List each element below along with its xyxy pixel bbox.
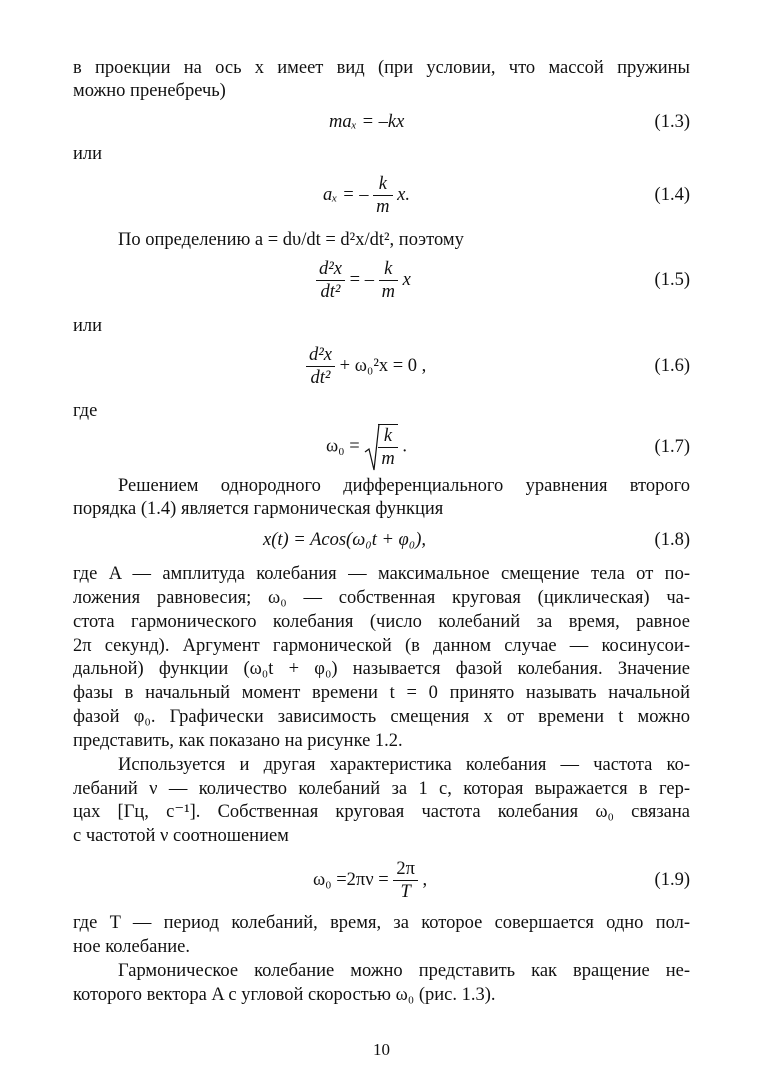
eq-lhs: ω₀ =2πν = <box>313 869 389 890</box>
radical-sign-icon <box>364 422 380 472</box>
text-line: цах [Гц, с⁻¹]. Собственная круговая частота колебания ω₀ связана <box>73 802 690 822</box>
fraction <box>378 424 397 470</box>
equation-number: (1.3) <box>654 112 690 132</box>
text-line: 2π секунд). Аргумент гармонической (в данном случае — косинусои- <box>73 636 690 656</box>
text-line: стота гармонического колебания (число колебаний за время, равное <box>73 612 690 632</box>
text-line: где A — амплитуда колебания — максимальное смещение тела от по- <box>73 564 690 584</box>
fraction-denominator: dt² <box>310 368 331 388</box>
eq-rhs: x. <box>397 184 410 205</box>
text-line: с частотой ν соотношением <box>73 826 289 846</box>
page-number: 10 <box>373 1040 390 1059</box>
text-line: По определению a = dυ/dt = d²x/dt², поэтому <box>118 230 464 250</box>
fraction-denominator: m <box>376 197 390 217</box>
text-line: Гармоническое колебание можно представить как вращение не- <box>118 961 690 981</box>
fraction <box>393 858 418 903</box>
equation-1-4 <box>323 173 410 218</box>
text-line: ложения равновесия; ω₀ — собственная круговая (циклическая) ча- <box>73 588 690 608</box>
equation-number: (1.9) <box>654 870 690 890</box>
fraction-numerator: k <box>373 173 392 196</box>
fraction <box>316 258 345 303</box>
equation-1-7 <box>326 424 407 470</box>
fraction-numerator: d²x <box>316 258 345 281</box>
equation-number: (1.8) <box>654 530 690 550</box>
text-line: где T — период колебаний, время, за которое совершается одно пол- <box>73 913 690 933</box>
text-line: порядка (1.4) является гармоническая функция <box>73 499 444 519</box>
equation-1-5 <box>316 258 411 303</box>
eq-rhs: + ω₀²x = 0 , <box>339 355 427 376</box>
text-line: или <box>73 316 103 336</box>
eq-lhs: aₓ = – <box>323 184 369 205</box>
fraction-numerator: d²x <box>306 344 335 367</box>
equation-number: (1.6) <box>654 356 690 376</box>
text-line: ное колебание. <box>73 937 190 957</box>
text-line: Используется и другая характеристика колебания — частота ко- <box>118 755 690 775</box>
text-line: можно пренебречь) <box>73 81 226 101</box>
text-line: которого вектора A с угловой скоростью ω₀ (рис. 1.3). <box>73 985 496 1005</box>
equation-1-6 <box>306 344 426 389</box>
equation-number: (1.4) <box>654 185 690 205</box>
equation-1-8: x(t) = Acos(ω₀t + φ₀), <box>263 530 427 550</box>
text-line: в проекции на ось x имеет вид (при условии, что массой пружины <box>73 58 690 78</box>
text-line: фазой φ₀. Графически зависимость смещения x от времени t можно <box>73 707 690 727</box>
text-line: представить, как показано на рисунке 1.2. <box>73 731 403 751</box>
fraction <box>306 344 335 389</box>
square-root <box>364 424 397 470</box>
equation-number: (1.5) <box>654 270 690 290</box>
fraction <box>373 173 392 218</box>
eq-rhs: . <box>402 436 407 457</box>
fraction-denominator: m <box>381 282 395 302</box>
equation-1-9 <box>313 858 427 903</box>
text-line: Решением однородного дифференциального уравнения второго <box>118 476 690 496</box>
text-line: или <box>73 144 103 164</box>
fraction-numerator: k <box>378 425 397 448</box>
fraction <box>379 258 398 303</box>
fraction-numerator: 2π <box>393 858 418 881</box>
text-line: дальной) функции (ω₀t + φ₀) называется фазой колебания. Значение <box>73 659 690 679</box>
fraction-numerator: k <box>379 258 398 281</box>
eq-lhs: ω₀ = <box>326 436 360 457</box>
fraction-denominator: m <box>381 449 395 469</box>
eq-rhs: , <box>422 869 428 890</box>
text-line: фазы в начальный момент времени t = 0 принято называть начальной <box>73 683 690 703</box>
text-line: где <box>73 401 98 421</box>
eq-rhs: x <box>402 269 411 290</box>
fraction-denominator: dt² <box>320 282 341 302</box>
equation-1-3: maₓ = –kx <box>329 112 405 132</box>
text-line: лебаний ν — количество колебаний за 1 с, которая выражается в гер- <box>73 779 690 799</box>
eq-operator: = – <box>349 269 374 290</box>
equation-number: (1.7) <box>654 437 690 457</box>
fraction-denominator: T <box>400 882 411 902</box>
